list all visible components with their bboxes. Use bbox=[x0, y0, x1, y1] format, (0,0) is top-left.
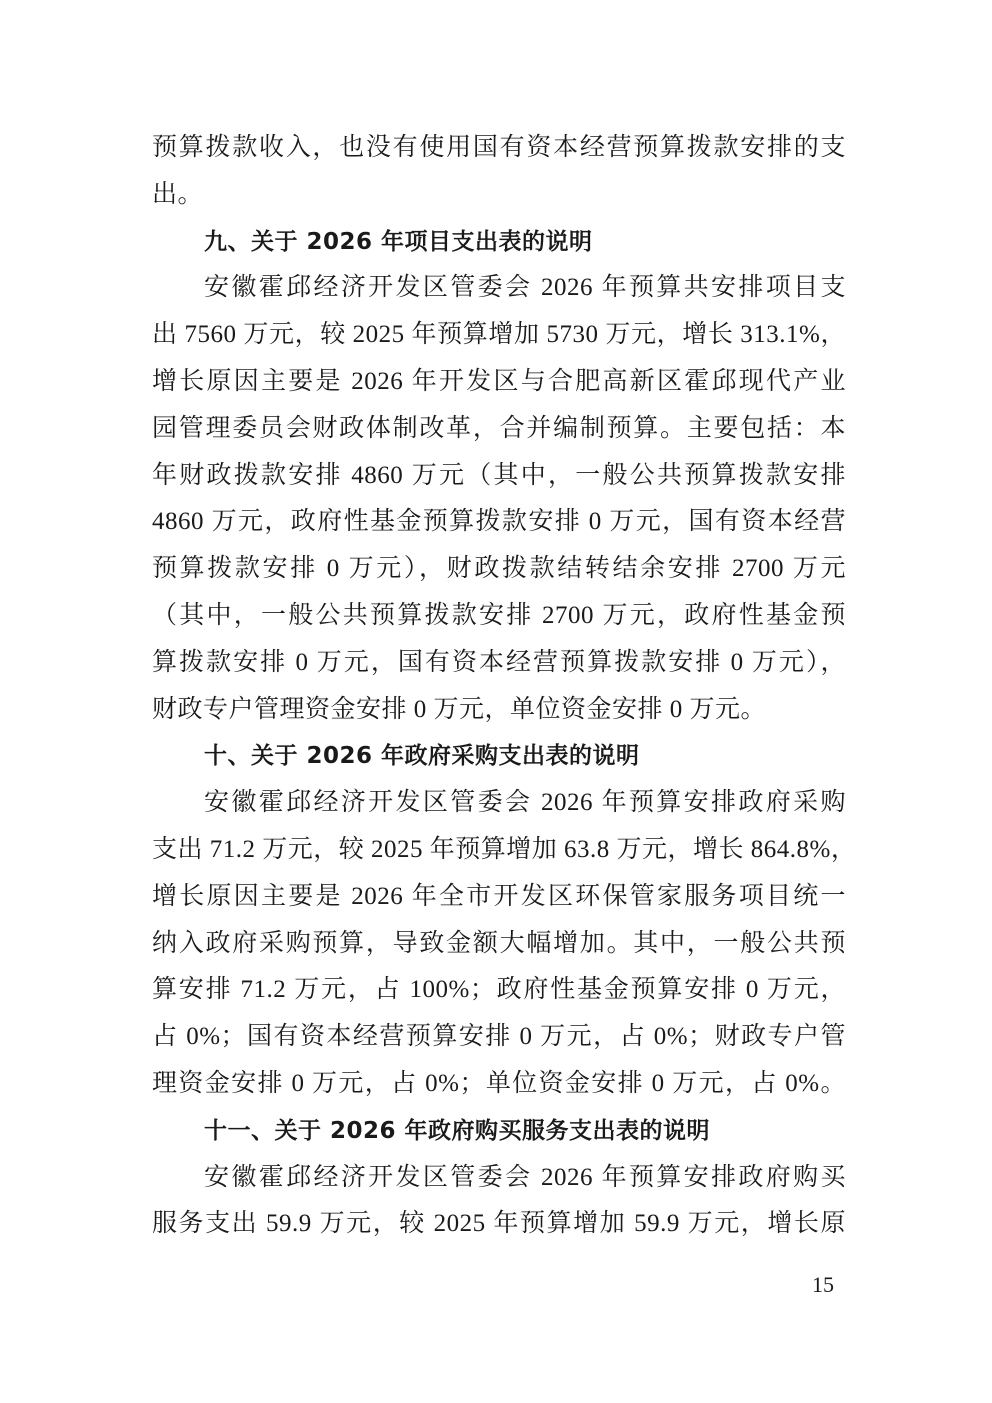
text-line: 安徽霍邱经济开发区管委会 2026 年预算共安排项目支 bbox=[204, 274, 846, 302]
section-heading: 九、关于 2026 年项目支出表的说明 bbox=[204, 228, 593, 255]
text-line: 服务支出 59.9 万元，较 2025 年预算增加 59.9 万元，增长原 bbox=[152, 1210, 846, 1238]
text-line: 财政专户管理资金安排 0 万元，单位资金安排 0 万元。 bbox=[152, 695, 767, 723]
text-line: 增长原因主要是 2026 年全市开发区环保管家服务项目统一 bbox=[152, 882, 846, 910]
text-line: 增长原因主要是 2026 年开发区与合肥高新区霍邱现代产业 bbox=[152, 367, 846, 395]
section-heading: 十、关于 2026 年政府采购支出表的说明 bbox=[204, 743, 640, 770]
page-number: 15 bbox=[812, 1272, 834, 1297]
text-line: 出。 bbox=[152, 180, 204, 208]
text-line: 4860 万元，政府性基金预算拨款安排 0 万元，国有资本经营 bbox=[152, 508, 846, 536]
text-line: 安徽霍邱经济开发区管委会 2026 年预算安排政府采购 bbox=[204, 789, 846, 817]
text-line: 算拨款安排 0 万元，国有资本经营预算拨款安排 0 万元）， bbox=[152, 648, 846, 676]
text-line: 安徽霍邱经济开发区管委会 2026 年预算安排政府购买 bbox=[204, 1163, 846, 1191]
text-line: 纳入政府采购预算，导致金额大幅增加。其中，一般公共预 bbox=[152, 929, 846, 957]
text-line: 预算拨款收入，也没有使用国有资本经营预算拨款安排的支 bbox=[152, 134, 846, 161]
text-line: 理资金安排 0 万元，占 0%；单位资金安排 0 万元，占 0%。 bbox=[152, 1069, 846, 1097]
text-line: 算安排 71.2 万元，占 100%；政府性基金预算安排 0 万元， bbox=[152, 976, 846, 1004]
text-line: 预算拨款安排 0 万元），财政拨款结转结余安排 2700 万元 bbox=[152, 555, 846, 583]
text-line: 支出 71.2 万元，较 2025 年预算增加 63.8 万元，增长 864.8%， bbox=[152, 835, 857, 863]
text-line: 占 0%；国有资本经营预算安排 0 万元，占 0%；财政专户管 bbox=[152, 1023, 846, 1051]
text-line: （其中，一般公共预算拨款安排 2700 万元，政府性基金预 bbox=[152, 601, 846, 629]
text-line: 出 7560 万元，较 2025 年预算增加 5730 万元，增长 313.1%， bbox=[152, 321, 846, 349]
text-line: 年财政拨款安排 4860 万元（其中，一般公共预算拨款安排 bbox=[152, 461, 846, 489]
section-heading: 十一、关于 2026 年政府购买服务支出表的说明 bbox=[204, 1117, 711, 1144]
document-body bbox=[152, 125, 857, 1248]
text-line: 园管理委员会财政体制改革，合并编制预算。主要包括：本 bbox=[152, 414, 846, 442]
